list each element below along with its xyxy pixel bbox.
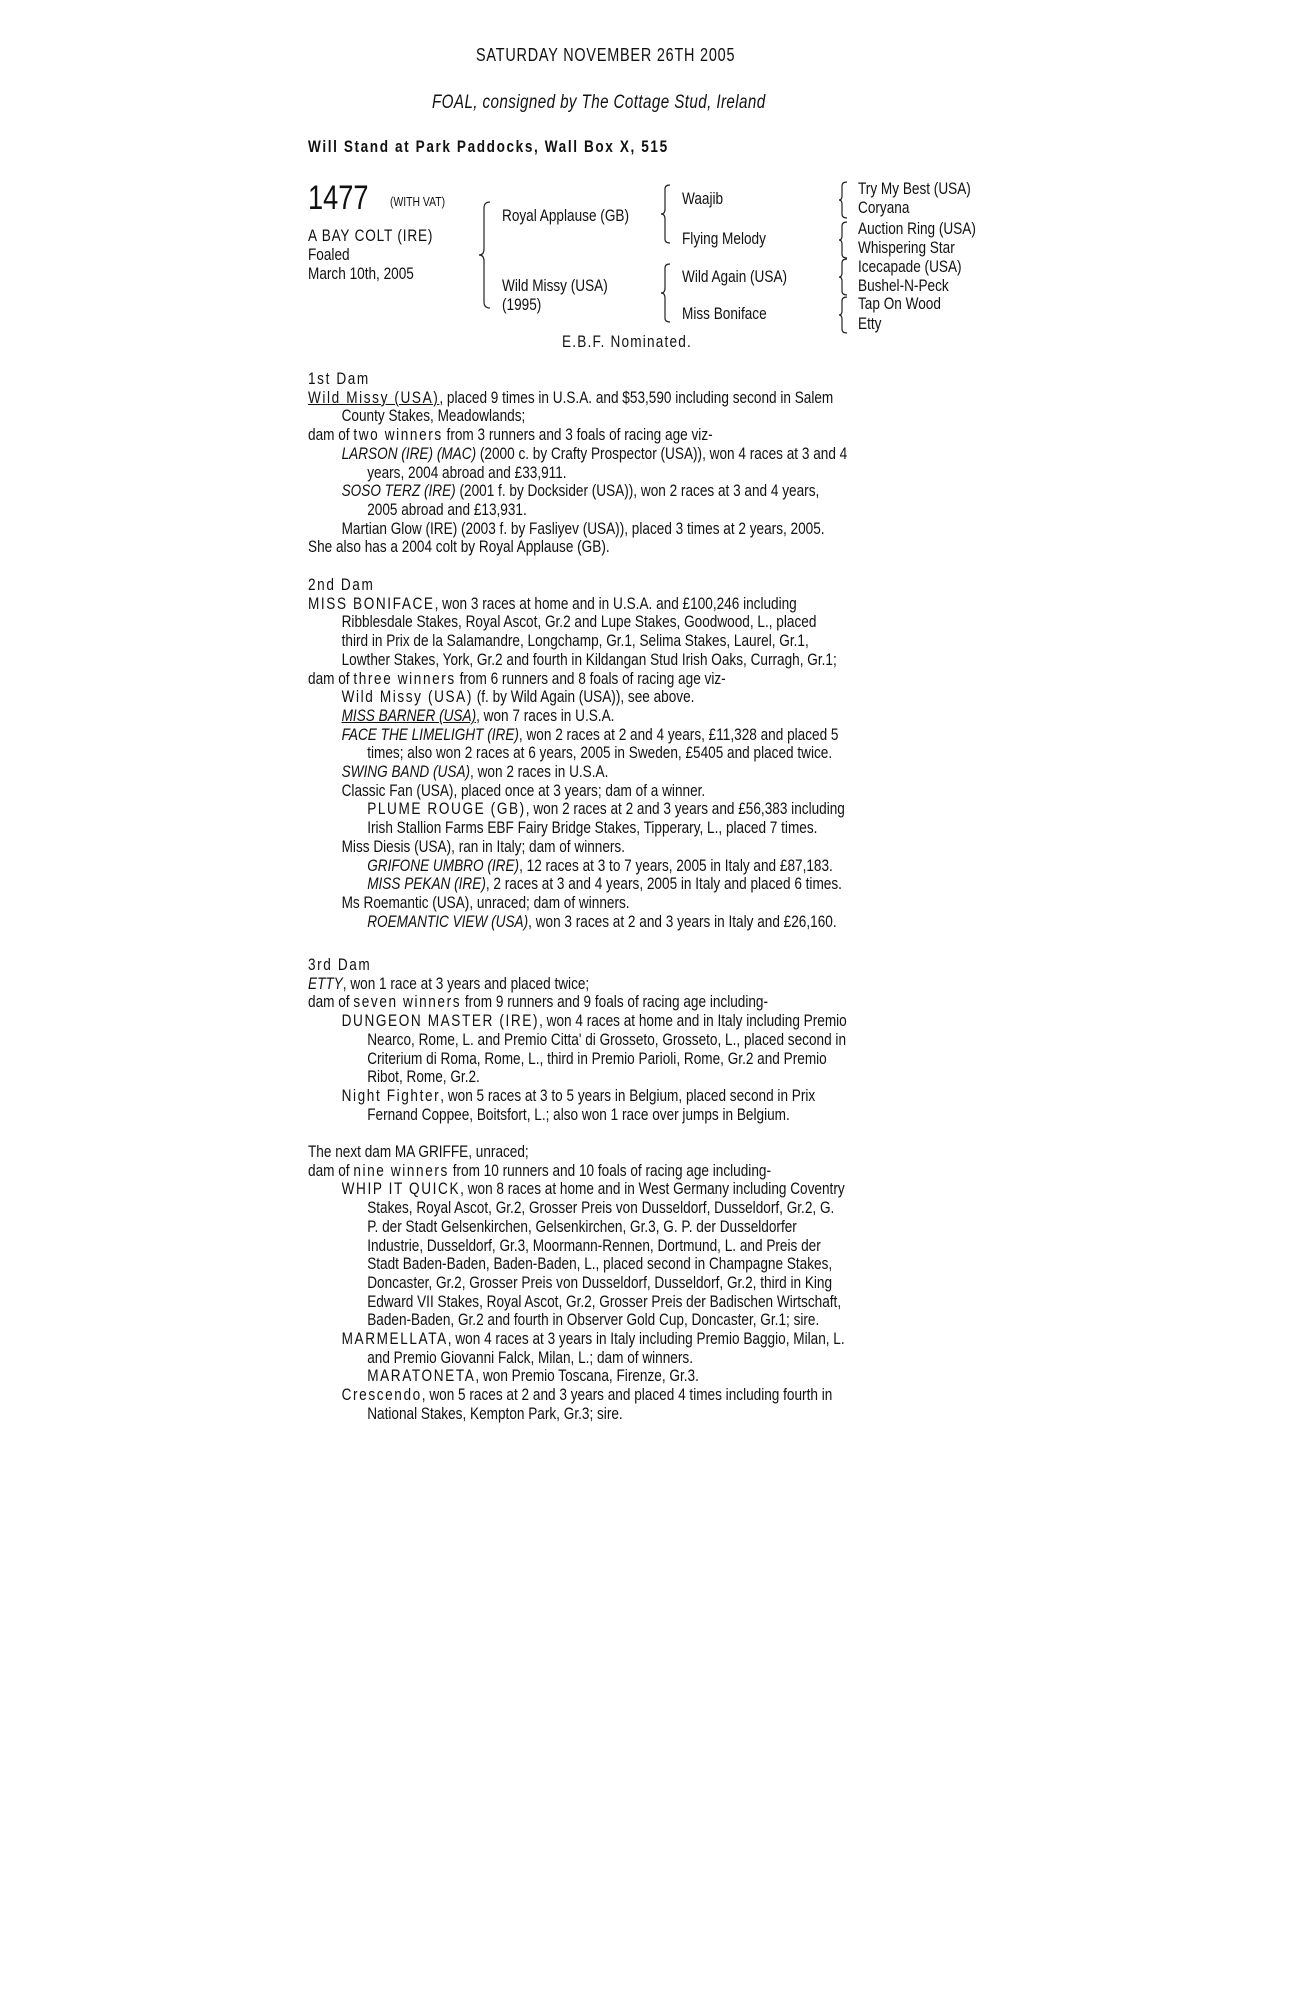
- foaled-date: March 10th, 2005: [308, 264, 414, 283]
- lot-number: 1477: [308, 179, 369, 217]
- ebf-nominated: E.B.F. Nominated.: [562, 332, 693, 351]
- first-dam-section: 1st Dam Wild Missy (USA), placed 9 times in U.S.A. and $53,590 including second in Salem County Stakes, Meadowlands; dam of two winners from 3 runners and 3 foals of racing age viz- LARSON (IRE) (MAC) (2000 c. by Crafty Prospector (USA)), won 4 races at 3 and 4 years, 2004 abroad and £33,911. SOSO TERZ (IRE) (2001 f. by Docksider (USA)), won 2 races at 3 and 4 years, 2005 abroad and £13,931. Martian Glow (IRE) (2003 f. by Fasliyev (USA)), placed 3 times at 2 years, 2005. She also has a 2004 colt by Royal Applause (GB).: [308, 369, 848, 557]
- pedigree-brace-gs4: [838, 295, 848, 335]
- pedigree-ggs-1: Try My Best (USA): [858, 179, 971, 198]
- second-dam-heading: 2nd Dam: [308, 575, 375, 594]
- vat-note: (WITH VAT): [390, 194, 446, 209]
- lot-description: A BAY COLT (IRE): [308, 226, 434, 245]
- sale-date: SATURDAY NOVEMBER 26TH 2005: [476, 45, 736, 65]
- pedigree-gs4: Miss Boniface: [682, 304, 767, 323]
- pedigree-ggs-7: Tap On Wood: [858, 294, 941, 313]
- pedigree-ggs-6: Bushel-N-Peck: [858, 276, 949, 295]
- pedigree-gs3: Wild Again (USA): [682, 267, 788, 286]
- pedigree-brace-sire: [660, 183, 672, 245]
- runner-name: LARSON (IRE) (MAC): [341, 443, 477, 463]
- pedigree-ggs-5: Icecapade (USA): [858, 257, 962, 276]
- foaled-label: Foaled: [308, 245, 350, 264]
- pedigree-sire: Royal Applause (GB): [502, 206, 629, 225]
- pedigree-dam: Wild Missy (USA): [502, 276, 608, 295]
- pedigree-brace-gs1: [838, 180, 848, 220]
- pedigree-brace-gs2: [838, 220, 848, 260]
- second-dam-section: 2nd Dam MISS BONIFACE, won 3 races at home and in U.S.A. and £100,246 including Ribblesdale Stakes, Royal Ascot, Gr.2 and Lupe Stakes, Goodwood, L., placed third in Prix de la Salamandre, Longchamp, Gr.1, Selima Stakes, Laurel, Gr.1, Lowther Stakes, York, Gr.2 and fourth in Kildangan Stud Irish Oaks, Curragh, Gr.1; dam of three winners from 6 runners and 8 foals of racing age viz- Wild Missy (USA) (f. by Wild Again (USA)), see above. MISS BARNER (USA), won 7 races in U.S.A. FACE THE LIMELIGHT (IRE), won 2 races at 2 and 4 years, £11,328 and placed 5 times; also won 2 races at 6 years, 2005 in Sweden, £5405 and placed twice. SWING BAND (USA), won 2 races in U.S.A. Classic Fan (USA), placed once at 3 years; dam of a winner. PLUME ROUGE (GB), won 2 races at 2 and 3 years and £56,383 including Irish Stallion Farms EBF Fairy Bridge Stakes, Tipperary, L., placed 7 times. Miss Diesis (USA), ran in Italy; dam of winners. GRIFONE UMBRO (IRE), 12 races at 3 to 7 years, 2005 in Italy and £87,183. MISS PEKAN (IRE), 2 races at 3 and 4 years, 2005 in Italy and placed 6 times. Ms Roemantic (USA), unraced; dam of winners. ROEMANTIC VIEW (USA), won 3 races at 2 and 3 years in Italy and £26,160.: [308, 575, 845, 931]
- pedigree-ggs-8: Etty: [858, 314, 882, 333]
- pedigree-brace-dam: [660, 262, 672, 324]
- pedigree-ggs-2: Coryana: [858, 198, 910, 217]
- pedigree-brace-gs3: [838, 257, 848, 297]
- pedigree-brace-main: [478, 200, 492, 310]
- third-dam-section: 3rd Dam ETTY, won 1 race at 3 years and placed twice; dam of seven winners from 9 runners and 9 foals of racing age including- DUNGEON MASTER (IRE), won 4 races at home and in Italy including Premio Nearco, Rome, L. and Premio Citta' di Grosseto, Grosseto, L., placed second in Criterium di Roma, Rome, L., third in Premio Parioli, Rome, Gr.2 and Premio Ribot, Rome, Gr.2. Night Fighter, won 5 races at 3 to 5 years in Belgium, placed second in Prix Fernand Coppee, Boitsfort, L.; also won 1 race over jumps in Belgium.: [308, 955, 847, 1124]
- first-dam-name: Wild Missy (USA): [308, 387, 440, 407]
- third-dam-heading: 3rd Dam: [308, 955, 372, 974]
- consignment-line: FOAL, consigned by The Cottage Stud, Ireland: [432, 92, 766, 113]
- pedigree-gs2: Flying Melody: [682, 229, 766, 248]
- second-dam-name: MISS BONIFACE: [308, 593, 435, 613]
- runner-name: SOSO TERZ (IRE): [341, 481, 456, 501]
- pedigree-dam-year: (1995): [502, 295, 542, 314]
- stand-line: Will Stand at Park Paddocks, Wall Box X, 515: [308, 137, 669, 156]
- pedigree-ggs-3: Auction Ring (USA): [858, 219, 976, 238]
- fourth-dam-section: The next dam MA GRIFFE, unraced; dam of nine winners from 10 runners and 10 foals of racing age including- WHIP IT QUICK, won 8 races at home and in West Germany including Coventry Stakes, Royal Ascot, Gr.2, Grosser Preis von Dusseldorf, Dusseldorf, Gr.2, G. P. der Stadt Gelsenkirchen, Gelsenkirchen, Gr.3, G. P. der Dusseldorfer Industrie, Dusseldorf, Gr.3, Moormann-Rennen, Dortmund, L. and Preis der Stadt Baden-Baden, Baden-Baden, L., placed second in Champagne Stakes, Doncaster, Gr.2, Grosser Preis von Dusseldorf, Dusseldorf, Gr.2, third in King Edward VII Stakes, Royal Ascot, Gr.2, Grosser Preis der Badischen Wirtschaft, Baden-Baden, Gr.2 and fourth in Observer Gold Cup, Doncaster, Gr.1; sire. MARMELLATA, won 4 races at 3 years in Italy including Premio Baggio, Milan, L. and Premio Giovanni Falck, Milan, L.; dam of winners. MARATONETA, won Premio Toscana, Firenze, Gr.3. Crescendo, won 5 races at 2 and 3 years and placed 4 times including fourth in National Stakes, Kempton Park, Gr.3; sire.: [308, 1142, 845, 1423]
- pedigree-ggs-4: Whispering Star: [858, 238, 955, 257]
- third-dam-name: ETTY: [308, 973, 343, 993]
- pedigree-gs1: Waajib: [682, 189, 724, 208]
- first-dam-heading: 1st Dam: [308, 369, 370, 388]
